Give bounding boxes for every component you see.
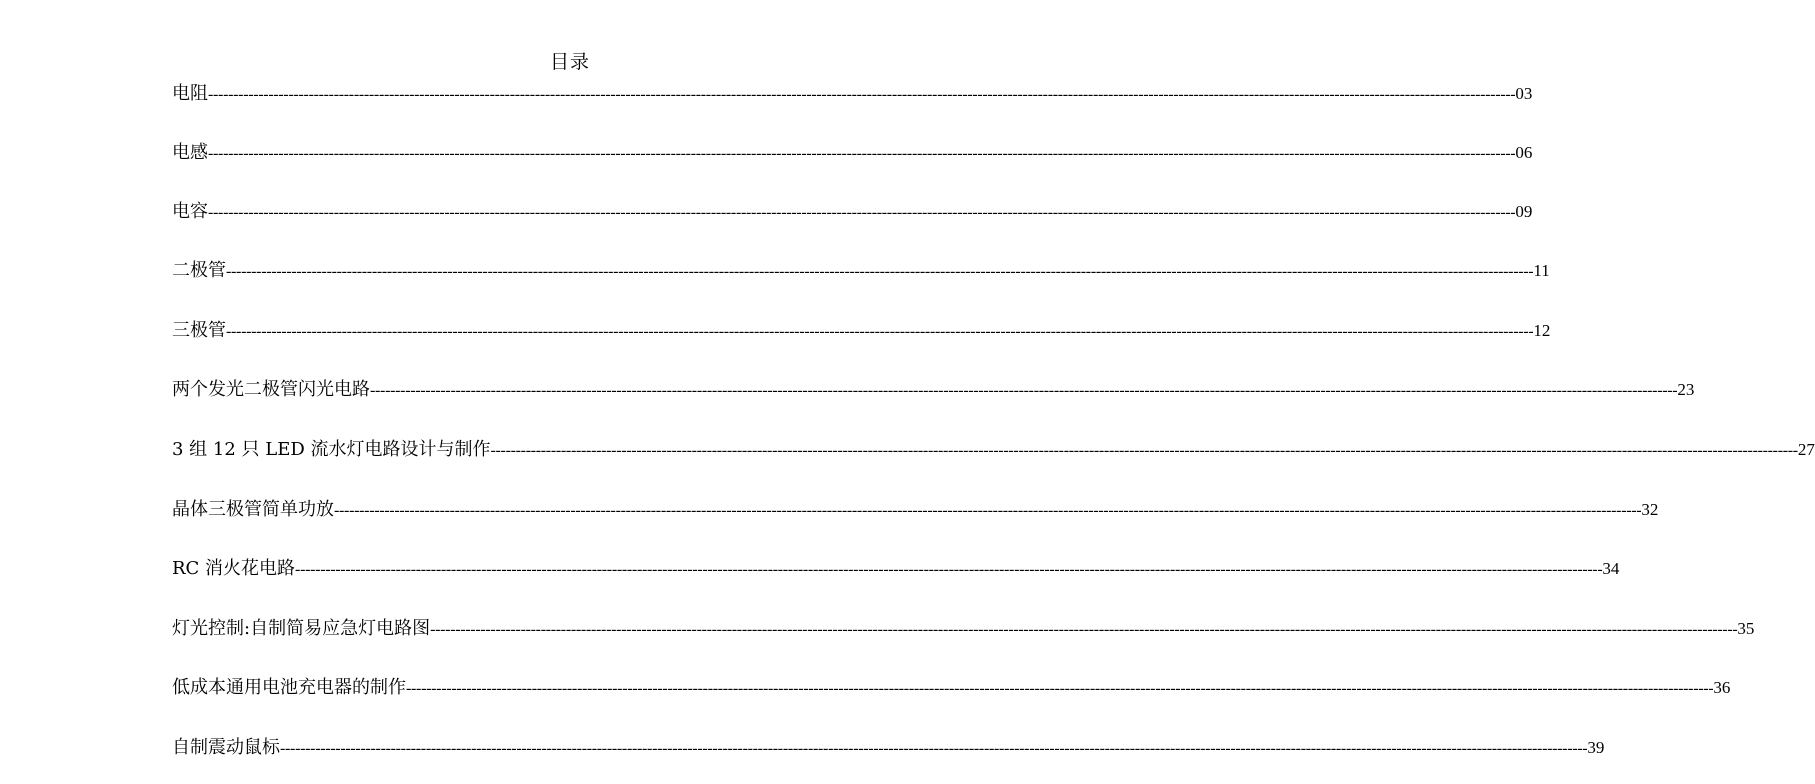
toc-entry[interactable] (172, 496, 1659, 524)
toc-entry[interactable] (172, 615, 1755, 643)
toc-dot-leader: -------------------------------------------------------------------------------------------------------------------------------------------------------------------------------------------------------------------------------------------------------------------- (295, 561, 1603, 578)
toc-entry-label: 灯光控制:自制简易应急灯电路图 (172, 618, 431, 639)
toc-entry[interactable] (172, 139, 1533, 167)
toc-entry-label: 电阻 (172, 83, 208, 104)
toc-entry-page: 03 (1515, 84, 1533, 103)
toc-entry-label: 自制震动鼠标 (172, 737, 280, 758)
toc-entry-page: 34 (1602, 559, 1620, 578)
toc-entry[interactable] (172, 80, 1533, 108)
toc-entry[interactable] (172, 436, 1815, 464)
toc-entry-label: 电容 (172, 201, 208, 222)
toc-entry-label: 3 组 12 只 LED 流水灯电路设计与制作 (172, 439, 491, 460)
toc-entry-page: 06 (1515, 143, 1533, 162)
toc-entry-page: 36 (1713, 678, 1731, 697)
toc-entry-page: 12 (1533, 321, 1551, 340)
toc-entry-label: 两个发光二极管闪光电路 (172, 379, 370, 400)
toc-dot-leader: -------------------------------------------------------------------------------------------------------------------------------------------------------------------------------------------------------------------------------------------------------------------- (208, 145, 1516, 162)
toc-dot-leader: -------------------------------------------------------------------------------------------------------------------------------------------------------------------------------------------------------------------------------------------------------------------- (334, 502, 1642, 519)
toc-entry-label: 晶体三极管简单功放 (172, 499, 334, 520)
toc-dot-leader: -------------------------------------------------------------------------------------------------------------------------------------------------------------------------------------------------------------------------------------------------------------------- (226, 263, 1534, 280)
toc-entry-label: RC 消火花电路 (172, 558, 296, 579)
toc-entry-page: 35 (1737, 619, 1755, 638)
toc-entry-label: 电感 (172, 142, 208, 163)
toc-entry[interactable] (172, 317, 1551, 345)
toc-entry-page: 39 (1587, 738, 1605, 757)
toc-entry-page: 27 (1797, 440, 1815, 459)
toc-entry[interactable] (172, 257, 1550, 285)
toc-dot-leader: -------------------------------------------------------------------------------------------------------------------------------------------------------------------------------------------------------------------------------------------------------------------- (370, 382, 1678, 399)
toc-entry-label: 三极管 (172, 320, 226, 341)
toc-dot-leader: -------------------------------------------------------------------------------------------------------------------------------------------------------------------------------------------------------------------------------------------------------------------- (208, 86, 1516, 103)
toc-dot-leader: -------------------------------------------------------------------------------------------------------------------------------------------------------------------------------------------------------------------------------------------------------------------- (226, 323, 1534, 340)
toc-entry-page: 11 (1533, 261, 1550, 280)
toc-entry-label: 低成本通用电池充电器的制作 (172, 677, 406, 698)
toc-entry[interactable] (172, 198, 1533, 226)
toc-entry[interactable] (172, 555, 1620, 583)
toc-entry-page: 09 (1515, 202, 1533, 221)
toc-entry-label: 二极管 (172, 260, 226, 281)
toc-dot-leader: -------------------------------------------------------------------------------------------------------------------------------------------------------------------------------------------------------------------------------------------------------------------- (280, 740, 1588, 757)
toc-title: 目录 (549, 51, 590, 73)
toc-entry[interactable] (172, 376, 1695, 404)
toc-entry[interactable] (172, 674, 1731, 702)
toc-entry-page: 23 (1677, 380, 1695, 399)
toc-dot-leader: -------------------------------------------------------------------------------------------------------------------------------------------------------------------------------------------------------------------------------------------------------------------- (406, 680, 1714, 697)
toc-entry-page: 32 (1641, 500, 1659, 519)
toc-dot-leader: -------------------------------------------------------------------------------------------------------------------------------------------------------------------------------------------------------------------------------------------------------------------- (208, 204, 1516, 221)
toc-dot-leader: -------------------------------------------------------------------------------------------------------------------------------------------------------------------------------------------------------------------------------------------------------------------- (430, 621, 1738, 638)
toc-entry[interactable] (172, 734, 1605, 762)
toc-dot-leader: -------------------------------------------------------------------------------------------------------------------------------------------------------------------------------------------------------------------------------------------------------------------- (490, 442, 1798, 459)
